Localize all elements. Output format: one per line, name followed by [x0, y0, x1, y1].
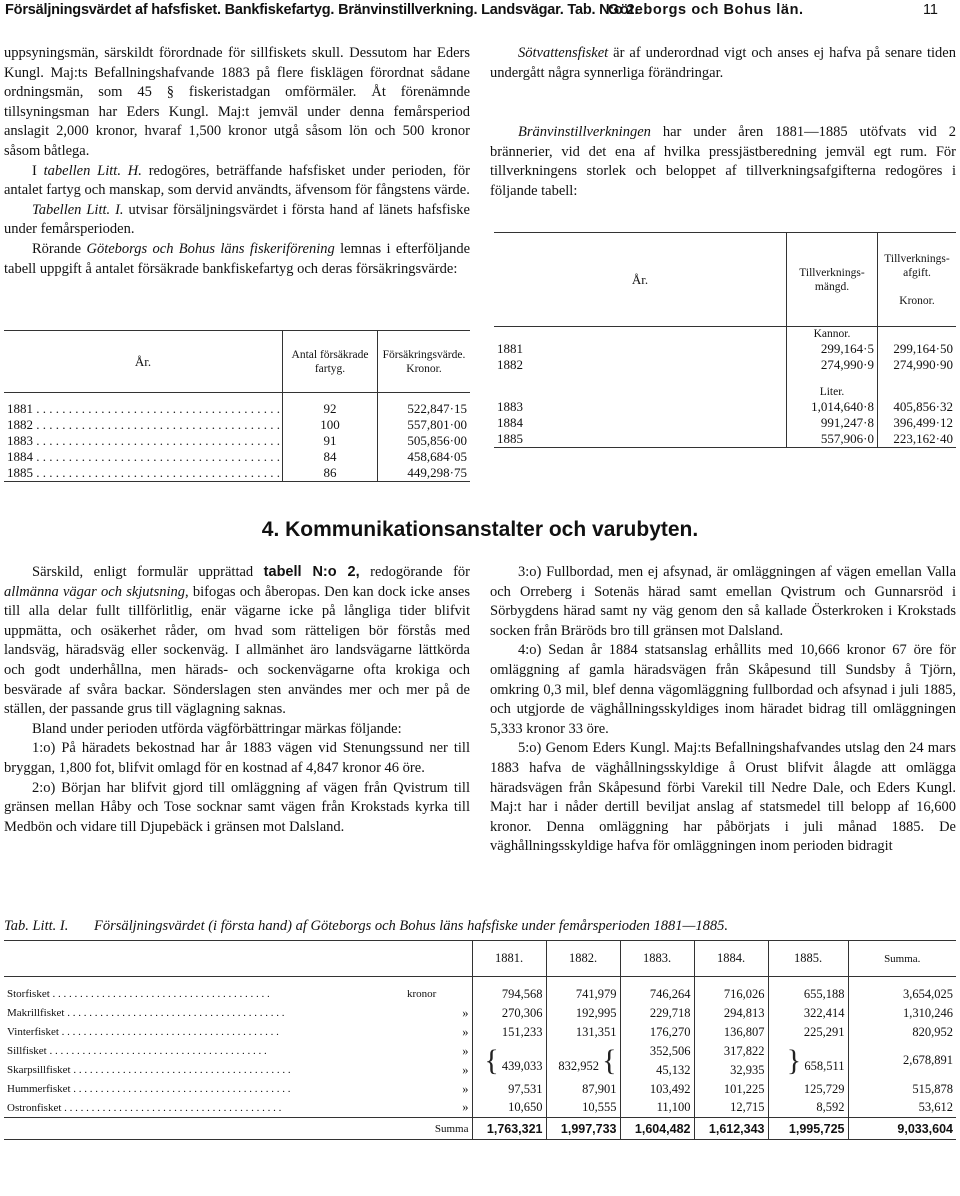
table-row: Ostronfisket . . . » 10,650 10,555 11,100 12,715 8,592 53,612 [4, 1099, 956, 1118]
table-row: 1883 . . . 91 505,856·00 [4, 433, 470, 449]
col-header-value: Försäkringsvärde. Kronor. [378, 331, 471, 393]
table-caption [4, 918, 956, 935]
paragraph: Sötvattensfisket är af underordnad vigt och anses ej hafva på senare tiden undergått några synnerliga förändringar. [490, 45, 956, 81]
paragraph: uppsyningsmän, särskildt förordnade för sillfiskets skull. Dessutom har Eders Kungl. Maj:ts Befallningshafvande 1883 på flere fisklägen förordnat sådane ordningsmän, som 45 § fiskeristadgan omförmäler. Åt förenämnde tillsyningsman har Eders Kungl. Maj:t jemväl under denna femårsperiod anslagit 2,000 kronor, hvaraf 1,500 kronor utgå såsom lön och 500 kronor såsom båtlega. [4, 45, 470, 159]
header-left: Försäljningsvärdet af hafsfisket. Bankfiskefartyg. Bränvinstillverkning. Landsvägar. Tab. N:o 2. [5, 2, 639, 18]
merged-cell: 832,952 { [546, 1042, 620, 1080]
col-header-year: 1882. [546, 941, 620, 977]
col-header-year: 1884. [694, 941, 768, 977]
table-row: Makrillfisket . . . » 270,306 192,995 229,718 294,813 322,414 1,310,246 [4, 1004, 956, 1023]
paragraph: 3:o) Fullbordad, men ej afsynad, är omläggningen af vägen emellan Valla och Orreberg i Sotenäs härad samt emellan Qvistrum och Gunnarsröd i Sörbygdens härad samt ny väg genom den så kallade Österkroken i Krokstads socken från Bräröds bro till gränsen mot Dalsland. [490, 564, 956, 639]
section-right-column [490, 563, 956, 857]
section-left-column [4, 563, 470, 837]
table-row: 1884 991,247·8 396,499·12 [494, 415, 956, 431]
col-header-year: 1883. [620, 941, 694, 977]
paragraph: Rörande Göteborgs och Bohus läns fiskeriförening lemnas i efterföljande tabell uppgift å antalet försäkrade bankfiskefartyg och deras försäkringsvärde: [4, 240, 471, 277]
col-header-fee: Tillverknings-afgift. Kronor. [878, 233, 957, 327]
table-row: 1883 1,014,640·8 405,856·32 [494, 399, 956, 415]
paragraph: Bland under perioden utförda vägförbättringar märkas följande: [32, 720, 402, 737]
distillation-table [494, 232, 956, 448]
table-row: 1881 299,164·5 299,164·50 [494, 341, 956, 357]
table-row: 1884 . . . 84 458,684·05 [4, 449, 470, 465]
col-header-year: 1881. [472, 941, 546, 977]
right-column-upper [490, 44, 956, 202]
running-header [0, 0, 960, 20]
paragraph: Särskild, enligt formulär upprättad tabell N:o 2, redogörande för allmänna vägar och skjutsning, bifogas och åberopas. Den kan dock icke anses till alla delar fullt tillförlitlig, enär vägarne icke på långliga tider blifvit uppmätta, och osäkerhet råder, om hvad som rätteligen bör förstås med landsväg, häradsväg eller sockenväg. I allmänhet äro landsvägarne lättkörda och godt underhållna, men härads- och sockenvägarne ofta krokiga och besvärade af svåra backar. Sönderslagen sten användes mer och mer på de ställen, der passande grus till väglagning saknas. [4, 564, 470, 718]
fishery-sales-table [4, 940, 956, 1140]
col-header-year: År. [494, 233, 787, 327]
col-header-count: Antal försäkrade fartyg. [283, 331, 378, 393]
paragraph: 2:o) Början har blifvit gjord till omläggning af vägen från Qvistrum till gränsen mellan Håby och Tose socknar samt vägen från Krokstads kyrka till Medbön och vidare till Djupebäck i gränsen mot Dalsland. [4, 779, 470, 835]
table-label: Tab. Litt. I. [4, 918, 69, 934]
table-row: 1882 274,990·9 274,990·90 [494, 357, 956, 373]
paragraph: Tabellen Litt. I. utvisar försäljningsvärdet i första hand af länets hafsfiske under femårsperioden. [4, 201, 470, 238]
table-title: Försäljningsvärdet (i första hand) af Göteborgs och Bohus läns hafsfiske under femårsperioden 1881—1885. [93, 918, 729, 934]
paragraph: I tabellen Litt. H. redogöres, beträffande hafsfisket under perioden, för antalet fartyg och manskap, som dervid användts, äfvensom för fångstens värde. [4, 162, 470, 199]
paragraph: 1:o) På häradets bekostnad har år 1883 vägen vid Stenungssund ner till bryggan, 1,800 fot, blifvit omlagd för en kostnad af 4,847 kronor 46 öre. [4, 740, 470, 776]
left-column-upper [4, 44, 470, 279]
table-row: 1885 557,906·0 223,162·40 [494, 431, 956, 448]
table-row: Skarpsillfisket . . . » 45,132 32,935 [4, 1061, 956, 1080]
paragraph: Bränvinstillverkningen har under åren 1881—1885 utöfvats vid 2 brännerier, vid det ena af hvilka pressjästberedning jemväl egt rum. För tillverkningens storlek och beloppet af tillverkningsafgifterna redogöres i följande tabell: [490, 124, 956, 199]
paragraph: 4:o) Sedan år 1884 statsanslag erhållits med 10,666 kronor 67 öre för omläggning af gamla häradsvägen från Skåpesund till Sundsby å Tjörn, omkring 0,3 mil, blef denna vägomläggning fullbordad och afsynad i juli 1885, och utgjorde de väghållningsskyldiges inom häradet bidrag till omläggningen 5,333 kronor 33 öre. [490, 642, 956, 737]
col-header-sum: Summa. [848, 941, 956, 977]
col-header-year: År. [4, 331, 283, 393]
merged-cell: 2,678,891 [848, 1042, 956, 1080]
col-header-year: 1885. [768, 941, 848, 977]
merged-cell: } 658,511 [768, 1042, 848, 1080]
table-row: Hummerfisket . . . » 97,531 87,901 103,492 101,225 125,729 515,878 [4, 1080, 956, 1099]
table-row: Vinterfisket . . . » 151,233 131,351 176,270 136,807 225,291 820,952 [4, 1023, 956, 1042]
page-number: 11 [922, 2, 938, 18]
unit-label: Liter. [787, 385, 878, 399]
insurance-table [4, 330, 470, 482]
totals-row: Summa 1,763,321 1,997,733 1,604,482 1,612,343 1,995,725 9,033,604 [4, 1118, 956, 1140]
table-row: 1882 . . . 100 557,801·00 [4, 417, 470, 433]
table-row: 1881 . . . 92 522,847·15 [4, 401, 470, 417]
table-row: Storfisket . . . kronor 794,568 741,979 746,264 716,026 655,188 3,654,025 [4, 985, 956, 1004]
section-title: 4. Kommunikationsanstalter och varubyten. [261, 518, 699, 541]
col-header-quantity: Tillverknings-mängd. [787, 233, 878, 327]
header-center: Göteborgs och Bohus län. [608, 2, 804, 18]
table-row: Sillfisket . . . » { 439,033 832,952 { 352,506 317,822 } 658,511 2,678,891 [4, 1042, 956, 1061]
unit-label: Kannor. [787, 327, 878, 342]
table-row: 1885 . . . 86 449,298·75 [4, 465, 470, 482]
paragraph: 5:o) Genom Eders Kungl. Maj:ts Befallningshafvandes utslag den 24 mars 1883 hafva de väghållningsskyldige å Orust blifvit ålagde att omlägga häradsvägen från Skåpesund förbi Varekil till Nedre Dale, och Eders Kungl. Maj:t har i nåder dertill beviljat anslag af statsmedel till belopp af 16,600 kronor. Denna omläggning har påbörjats i juli månad 1885. De väghållningsskyldige hafva för omläggningen inom perioden bidragit [490, 740, 956, 855]
merged-cell: { 439,033 [472, 1042, 546, 1080]
